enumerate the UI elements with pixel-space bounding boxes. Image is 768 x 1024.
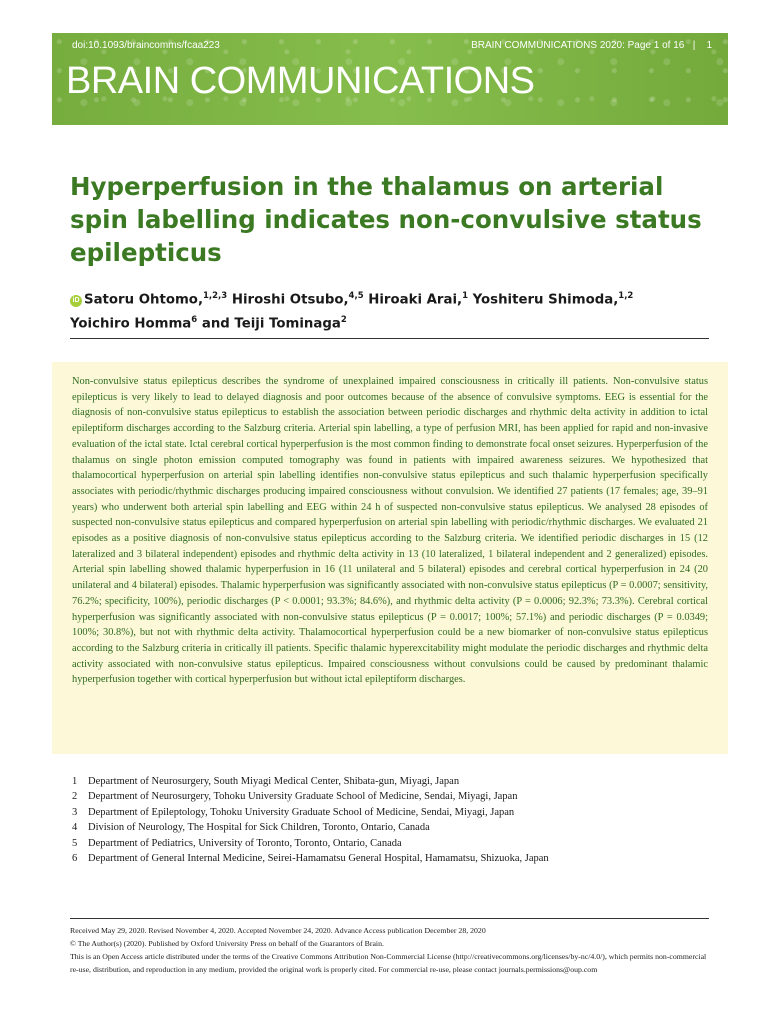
footer-notes	[70, 924, 710, 976]
journal-name: BRAIN COMMUNICATIONS	[66, 60, 535, 102]
doi-link[interactable]: doi:10.1093/braincomms/fcaa223	[72, 40, 220, 51]
abstract-text: Non-convulsive status epilepticus describes the syndrome of unexplained impaired consciousness in critically ill patients. Non-convulsive status epilepticus is very likely to lead to delayed diagnosis and poor outcomes because of the absence of convulsive symptoms. EEG is essential for the diagnosis of non-convulsive status epilepticus to establish the association between periodic discharges and rhythmic delta activity in addition to ictal epileptiform discharges according to the Salzburg criteria. Arterial spin labelling, a type of perfusion MRI, has been applied for rapid and non-invasive evaluation of the ictal state. Ictal cerebral cortical hyperperfusion is the most common finding to demonstrate focal onset seizures. Hyperperfusion of the thalamus on single photon emission computed tomography was found in patients with impaired awareness seizures. We hypothesized that thalamocortical hyperperfusion on arterial spin labelling identifies non-convulsive status epilepticus and such thalamic hyperperfusion specifically associates with periodic/rhythmic discharges producing impaired consciousness without convulsion. We identified 27 patients (17 females; age, 39–91 years) who underwent both arterial spin labelling and EEG within 24 h of suspected non-convulsive status epilepticus. We analysed 28 episodes of suspected non-convulsive status epilepticus and compared hyperperfusion on arterial spin labelling with periodic/rhythmic discharges. We evaluated 21 episodes as a positive diagnosis of non-convulsive status epilepticus according to the Salzburg criteria. We identified periodic discharges in 15 (12 lateralized and 3 bilateral independent) episodes and rhythmic delta activity in 13 (10 lateralized, 1 bilateral independent and 2 generalized) episodes. Arterial spin labelling showed thalamic hyperperfusion in 16 (11 unilateral and 5 bilateral) episodes and cerebral cortical hyperperfusion in 24 (20 unilateral and 4 bilateral) episodes. Thalamic hyperperfusion was significantly associated with non-convulsive status epilepticus (P = 0.0007; sensitivity, 76.2%; specificity, 100%), periodic discharges (P < 0.0001; 93.3%; 84.6%), and rhythmic delta activity (P = 0.0006; 92.3%; 73.3%). Cerebral cortical hyperperfusion was significantly associated with non-convulsive status epilepticus (P = 0.0017; 100%; 57.1%) and periodic discharges (P = 0.0349; 100%; 30.8%), but not with rhythmic delta activity. Thalamocortical hyperperfusion could be a new biomarker of non-convulsive status epilepticus according to the Salzburg criteria in critically ill patients. Specific thalamic hyperexcitability might modulate the periodic discharges and rhythmic delta activity associated with non-convulsive status epilepticus. Impaired consciousness without convulsions could be caused by predominant thalamic hyperperfusion together with cortical hyperperfusion but without ictal epileptiform discharges.	[72, 376, 708, 686]
affiliation-text: Department of Epileptology, Tohoku University Graduate School of Medicine, Sendai, Miyagi, Japan	[88, 806, 515, 818]
affiliation-item	[72, 851, 712, 866]
affiliation-number: 1	[72, 776, 78, 787]
affiliation-text: Department of Pediatrics, University of Toronto, Toronto, Ontario, Canada	[88, 837, 402, 849]
title-divider	[70, 338, 709, 339]
affiliation-item	[72, 789, 712, 804]
abstract-box	[52, 362, 728, 754]
author-affiliation-sup: 1,2	[618, 291, 634, 301]
page-number: 1	[706, 40, 712, 51]
author-name[interactable]: Yoichiro Homma	[70, 316, 192, 332]
affiliation-item	[72, 820, 712, 835]
header-separator: |	[692, 40, 696, 51]
affiliation-number: 6	[72, 853, 78, 865]
affiliation-text: Department of Neurosurgery, Tohoku University Graduate School of Medicine, Sendai, Miyagi, Japan	[88, 791, 518, 803]
author-list	[70, 286, 720, 335]
author-name[interactable]: Satoru Ohtomo,	[84, 292, 203, 308]
footer-divider	[70, 918, 709, 919]
copyright-notice: © The Author(s) (2020). Published by Oxford University Press on behalf of the Guarantors of Brain.	[70, 939, 384, 948]
affiliation-number: 4	[72, 822, 78, 834]
journal-page-text: BRAIN COMMUNICATIONS 2020: Page 1 of 16	[471, 40, 685, 51]
author-affiliation-sup: 2	[340, 315, 347, 326]
affiliation-text: Division of Neurology, The Hospital for Sick Children, Toronto, Ontario, Canada	[88, 822, 430, 834]
license-notice: This is an Open Access article distributed under the terms of the Creative Commons Attribution Non-Commercial License (http://creativecommons.org/licenses/by-nc/4.0/), which permits non-commercial re-use, distribution, and reproduction in any medium, provided the original work is properly cited. For commercial re-use, please contact journals.permissions@oup.com	[70, 952, 707, 974]
affiliation-text: Department of General Internal Medicine, Seirei-Hamamatsu General Hospital, Hamamatsu, Shizuoka, Japan	[88, 853, 549, 865]
author-name[interactable]: Hiroaki Arai,	[368, 292, 463, 308]
journal-page-info	[471, 40, 712, 51]
received-dates: Received May 29, 2020. Revised November 4, 2020. Accepted November 24, 2020. Advance Access publication December 28, 2020	[70, 926, 486, 935]
affiliation-item	[72, 805, 712, 820]
author-affiliation-sup: 6	[191, 315, 198, 326]
affiliation-item	[72, 836, 712, 851]
article-title: Hyperperfusion in the thalamus on arterial spin labelling indicates non-convulsive status epilepticus	[70, 172, 702, 267]
banner-meta	[72, 40, 712, 54]
author-affiliation-sup: 1,2,3	[203, 291, 228, 301]
affiliation-item	[72, 774, 712, 789]
orcid-icon[interactable]: iD	[70, 295, 82, 307]
affiliation-text: Department of Neurosurgery, South Miyagi Medical Center, Shibata-gun, Miyagi, Japan	[88, 776, 460, 787]
author-affiliation-sup: 1	[462, 291, 468, 301]
author-name[interactable]: Hiroshi Otsubo,	[231, 292, 349, 308]
author-affiliation-sup: 4,5	[348, 291, 364, 301]
author-name[interactable]: Yoshiteru Shimoda,	[472, 292, 619, 308]
affiliation-number: 5	[72, 837, 78, 849]
affiliation-number: 2	[72, 791, 78, 803]
affiliation-number: 3	[72, 806, 78, 818]
author-name[interactable]: and Teiji Tominaga	[201, 316, 341, 332]
affiliation-list	[72, 774, 712, 866]
